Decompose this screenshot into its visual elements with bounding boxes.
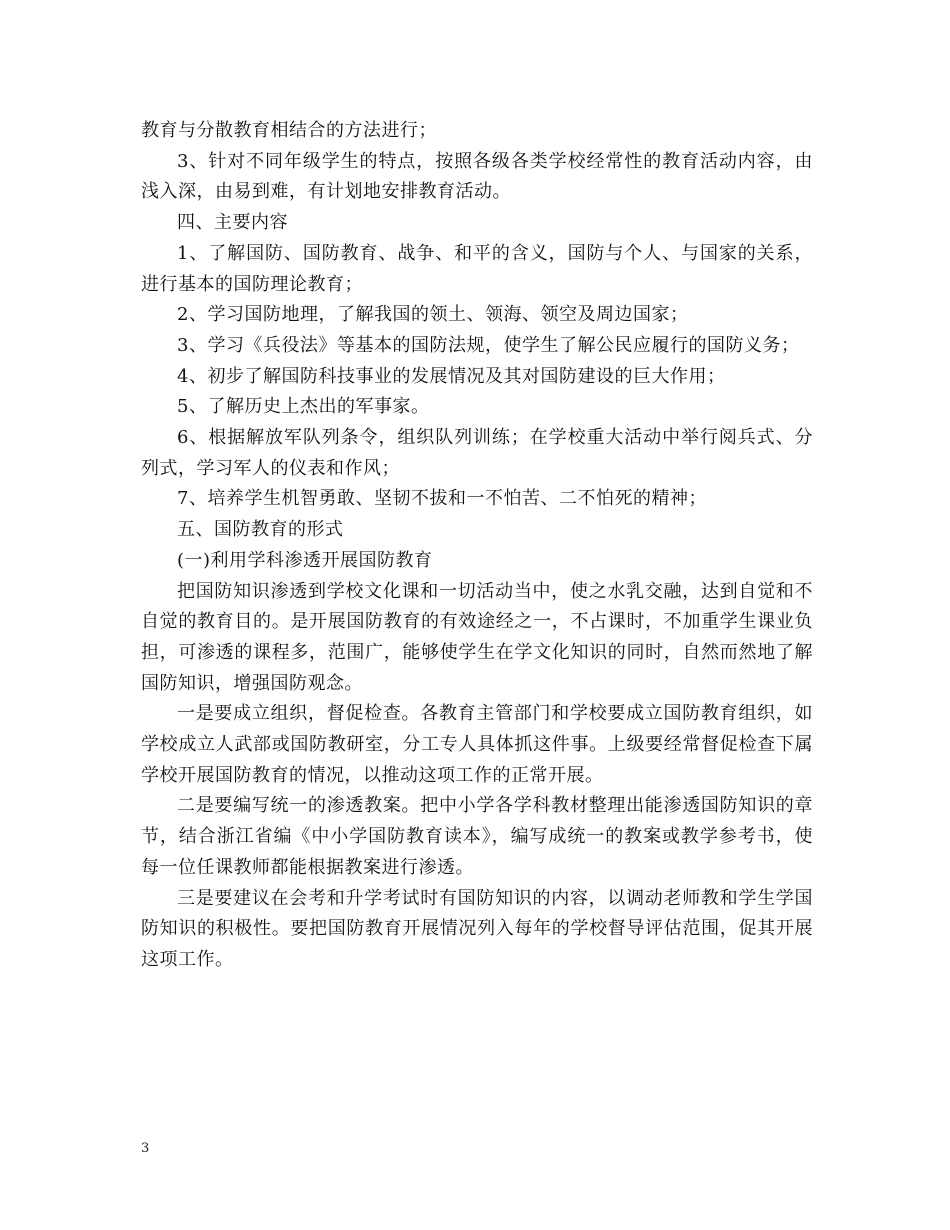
paragraph: 2、学习国防地理，了解我国的领土、领海、领空及周边国家； [177, 304, 689, 326]
body-text [141, 116, 813, 976]
paragraph: 1、了解国防、国防教育、战争、和平的含义，国防与个人、与国家的关系，进行基本的国防理论教育； [141, 242, 813, 295]
paragraph: 3、学习《兵役法》等基本的国防法规，使学生了解公民应履行的国防义务； [177, 334, 800, 356]
paragraph: 6、根据解放军队列条令，组织队列训练；在学校重大活动中举行阅兵式、分列式，学习军人的仪表和作风； [141, 427, 813, 479]
paragraph: 教育与分散教育相结合的方法进行； [141, 120, 437, 141]
page-number: 3 [141, 1141, 150, 1156]
paragraph: 4、初步了解国防科技事业的发展情况及其对国防建设的巨大作用； [177, 365, 726, 387]
paragraph: 5、了解历史上杰出的军事家。 [177, 396, 430, 418]
section-heading: 五、国防教育的形式 [177, 519, 344, 541]
paragraph: 把国防知识渗透到学校文化课和一切活动当中，使之水乳交融，达到自觉和不自觉的教育目的。是开展国防教育的有效途经之一，不占课时，不加重学生课业负担，可渗透的课程多，范围广，能够使学生在学文化知识的同时，自然而然地了解国防知识，增强国防观念。 [141, 580, 813, 694]
section-heading: 四、主要内容 [177, 212, 288, 234]
subsection-heading: (一)利用学科渗透开展国防教育 [177, 549, 433, 571]
paragraph: 7、培养学生机智勇敢、坚韧不拔和一不怕苦、二不怕死的精神； [177, 488, 707, 510]
paragraph: 二是要编写统一的渗透教案。把中小学各学科教材整理出能渗透国防知识的章节，结合浙江省编《中小学国防教育读本》，编写成统一的教案或教学参考书，使每一位任课教师都能根据教案进行渗透。 [141, 795, 813, 878]
paragraph: 三是要建议在会考和升学考试时有国防知识的内容，以调动老师教和学生学国防知识的积极性。要把国防教育开展情况列入每年的学校督导评估范围，促其开展这项工作。 [141, 887, 813, 970]
paragraph: 一是要成立组织，督促检查。各教育主管部门和学校要成立国防教育组织，如学校成立人武部或国防教研室，分工专人具体抓这件事。上级要经常督促检查下属学校开展国防教育的情况，以推动这项工作的正常开展。 [141, 703, 813, 786]
paragraph: 3、针对不同年级学生的特点，按照各级各类学校经常性的教育活动内容，由浅入深，由易到难，有计划地安排教育活动。 [141, 150, 813, 203]
